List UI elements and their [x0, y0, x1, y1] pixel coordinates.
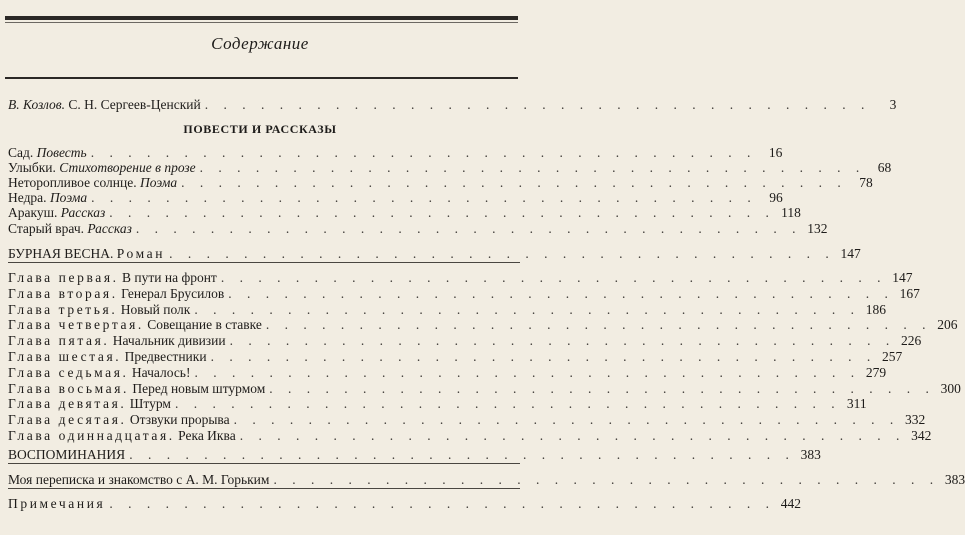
leader-dots: . . . . . . . . . . . . . . . . . . . . . . . . . . . . . . . . . . . .: [129, 447, 795, 462]
leader-dots: . . . . . . . . . . . . . . . . . . . . . . . . . . . . . . . . . . . .: [229, 333, 896, 348]
leader-dots: . . . . . . . . . . . . . . . . . . . . . . . . . . . . . . . . . . . .: [135, 221, 802, 236]
leader-dots: . . . . . . . . . . . . . . . . . . . . . . . . . . . . . . . . . . . .: [269, 381, 935, 396]
entry-label: Моя переписка и знакомство с А. М. Горьким: [8, 472, 270, 487]
leader-dots: . . . . . . . . . . . . . . . . . . . . . . . . . . . . . . . . . . . .: [228, 286, 894, 301]
entry-label: Аракуш. Рассказ: [8, 205, 106, 220]
entry-label: Старый врач. Рассказ: [8, 221, 132, 236]
page-number: 383: [944, 472, 965, 487]
toc-entry-memoirs[interactable]: [8, 446, 821, 463]
entry-label: Примечания: [8, 496, 106, 511]
entry-label: Глава девятая. Штурм: [8, 396, 171, 411]
leader-dots: . . . . . . . . . . . . . . . . . . . . . . . . . . . . . . . . . . . .: [90, 145, 757, 160]
leader-dots: . . . . . . . . . . . . . . . . . . . . . . . . . . . . . . . . . . . .: [199, 160, 866, 175]
page-number: 3: [889, 97, 897, 112]
entry-label: БУРНАЯ ВЕСНА. Роман: [8, 246, 166, 261]
page-number: 300: [940, 381, 961, 396]
leader-dots: . . . . . . . . . . . . . . . . . . . . . . . . . . . . . . . . . . . .: [233, 412, 900, 427]
page-number: 118: [781, 205, 801, 220]
toc-entry-chapter[interactable]: [8, 427, 932, 444]
toc-entry-chapter[interactable]: [8, 411, 926, 428]
toc-entry-novel[interactable]: [8, 245, 861, 262]
leader-dots: . . . . . . . . . . . . . . . . . . . . . . . . . . . . . . . . . . . .: [273, 472, 940, 487]
novel-underline: [8, 262, 520, 263]
section-title-stories: ПОВЕСТИ И РАССКАЗЫ: [183, 122, 337, 136]
entry-label: Глава шестая. Предвестники: [8, 349, 207, 364]
page-number: 147: [840, 246, 861, 261]
entry-label: Глава десятая. Отзвуки прорыва: [8, 412, 230, 427]
toc-entry-chapter[interactable]: [8, 285, 920, 302]
leader-dots: . . . . . . . . . . . . . . . . . . . . . . . . . . . . . . . . . . . .: [204, 97, 871, 112]
leader-dots: . . . . . . . . . . . . . . . . . . . . . . . . . . . . . . . . . . . .: [194, 365, 861, 380]
page-number: 342: [911, 428, 932, 443]
leader-dots: . . . . . . . . . . . . . . . . . . . . . . . . . . . . . . . . . . . .: [109, 496, 775, 511]
top-rule-thin: [5, 22, 518, 23]
leader-dots: . . . . . . . . . . . . . . . . . . . . . . . . . . . . . . . . . . . .: [109, 205, 775, 220]
toc-entry-chapter[interactable]: [8, 269, 913, 286]
entry-label: Сад. Повесть: [8, 145, 87, 160]
entry-label: Глава третья. Новый полк: [8, 302, 191, 317]
leader-dots: . . . . . . . . . . . . . . . . . . . . . . . . . . . . . . . . . . . .: [210, 349, 877, 364]
toc-entry-story[interactable]: [8, 220, 828, 237]
leader-dots: . . . . . . . . . . . . . . . . . . . . . . . . . . . . . . . . . . . .: [181, 175, 847, 190]
entry-label: Глава седьмая. Началось!: [8, 365, 191, 380]
page-number: 226: [900, 333, 922, 348]
toc-entry-chapter[interactable]: [8, 348, 903, 365]
page-number: 257: [881, 349, 903, 364]
page-number: 132: [807, 221, 828, 236]
toc-entry-story[interactable]: [8, 204, 801, 221]
entry-label: Недра. Поэма: [8, 190, 88, 205]
page-number: 147: [892, 270, 913, 285]
entry-label: Глава вторая. Генерал Брусилов: [8, 286, 225, 301]
toc-entry-intro[interactable]: [8, 96, 897, 113]
gorky-underline: [8, 488, 520, 489]
leader-dots: . . . . . . . . . . . . . . . . . . . . . . . . . . . . . . . . . . . .: [174, 396, 841, 411]
page-number: 96: [769, 190, 783, 205]
leader-dots: . . . . . . . . . . . . . . . . . . . . . . . . . . . . . . . . . . . .: [220, 270, 887, 285]
entry-label: В. Козлов. С. Н. Сергеев-Ценский: [8, 97, 201, 112]
heading-rule: [5, 77, 518, 79]
entry-label: Глава одиннадцатая. Река Иква: [8, 428, 236, 443]
entry-label: ВОСПОМИНАНИЯ: [8, 447, 126, 462]
page-number: 16: [768, 145, 783, 160]
memoirs-underline: [8, 463, 520, 464]
page-number: 311: [846, 396, 867, 411]
leader-dots: . . . . . . . . . . . . . . . . . . . . . . . . . . . . . . . . . . . .: [194, 302, 860, 317]
leader-dots: . . . . . . . . . . . . . . . . . . . . . . . . . . . . . . . . . . . .: [91, 190, 757, 205]
page-number: 186: [865, 302, 886, 317]
page-number: 332: [904, 412, 926, 427]
entry-label: Глава четвертая. Совещание в ставке: [8, 317, 262, 332]
toc-entry-notes[interactable]: [8, 495, 801, 512]
toc-entry-chapter[interactable]: [8, 364, 887, 381]
page-number: 68: [877, 160, 892, 175]
toc-entry-chapter[interactable]: [8, 316, 958, 333]
page-number: 279: [865, 365, 887, 380]
leader-dots: . . . . . . . . . . . . . . . . . . . . . . . . . . . . . . . . . . . .: [169, 246, 835, 261]
entry-label: Глава первая. В пути на фронт: [8, 270, 217, 285]
page-number: 167: [899, 286, 920, 301]
entry-label: Глава пятая. Начальник дивизии: [8, 333, 226, 348]
toc-entry-gorky[interactable]: [8, 471, 965, 488]
toc-entry-chapter[interactable]: [8, 332, 922, 349]
entry-label: Улыбки. Стихотворение в прозе: [8, 160, 196, 175]
toc-entry-chapter[interactable]: [8, 395, 867, 412]
entry-label: Неторопливое солнце. Поэма: [8, 175, 178, 190]
page-number: 206: [937, 317, 958, 332]
leader-dots: . . . . . . . . . . . . . . . . . . . . . . . . . . . . . . . . . . . .: [239, 428, 906, 443]
page-title: Содержание: [211, 34, 309, 53]
page-number: 383: [800, 447, 821, 462]
page-number: 78: [859, 175, 873, 190]
top-rule-thick: [5, 16, 518, 20]
leader-dots: . . . . . . . . . . . . . . . . . . . . . . . . . . . . . . . . . . . .: [265, 317, 932, 332]
entry-label: Глава восьмая. Перед новым штурмом: [8, 381, 266, 396]
page-number: 442: [780, 496, 801, 511]
